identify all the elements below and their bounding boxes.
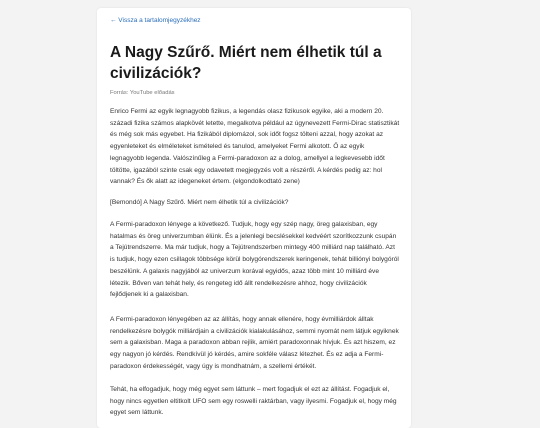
article-paragraph: [Bemondó] A Nagy Szűrő. Miért nem élhetik túl a civilizációk? [110, 199, 289, 206]
article-paragraph: A Fermi-paradoxon lényegében az az állítás, hogy annak ellenére, hogy évmilliárdok álltak rendelkezésre bolygók milliárdjain a civilizációk kialakulásához, semmi nyomát nem látjuk egyiknek sem a galaxisban. Maga a paradoxon abban rejlik, amiért paradoxonnak hívjuk. És azt hiszem, ez egy nagyon jó kérdés. Rendkívül jó kérdés, amire sokféle válasz létezhet. És ez adja a Fermi-paradoxon érdekességét, vagy úgy is mondhatnám, a szellemi értékét. [110, 316, 399, 370]
article-card [97, 8, 411, 428]
back-to-contents-link[interactable]: ← Vissza a tartalomjegyzékhez [110, 17, 201, 24]
article-paragraph: Tehát, ha elfogadjuk, hogy még egyet sem láttunk – mert fogadjuk el ezt az állítást. Fogadjuk el, hogy nincs egyetlen eltitkolt UFO sem egy roswelli raktárban, vagy ilyesmi. Fogadjuk el, hogy még egyet sem láttunk. [110, 386, 397, 417]
article-paragraph: A Fermi-paradoxon lényege a következő. Tudjuk, hogy egy szép nagy, öreg galaxisban, egy hatalmas és öreg univerzumban élünk. És a jelenlegi becslésekkel kedvéért szorítkozzunk csupán a Tejútrendszerre. Ma már tudjuk, hogy a Tejútrendszerben mintegy 400 milliárd nap található. Azt is tudjuk, hogy ezen csillagok többsége körül bolygórendszerek keringenek, tehát billiónyi bolygóról beszélünk. A galaxis nagyjából az univerzum korával egyidős, azaz több mint 10 milliárd éve létezik. Bőven van tehát hely, és rengeteg idő állt rendelkezésre ahhoz, hogy civilizációk fejlődjenek ki a galaxisban. [110, 221, 399, 299]
article-source: Forrás: YouTube előadás [110, 90, 175, 96]
article-paragraph: Enrico Fermi az egyik legnagyobb fizikus, a legendás olasz fizikusok egyike, aki a modern 20. századi fizika számos alapkövét letette, megalkotva például az úgynevezett Fermi-Dirac statisztikát és még sok más egyebet. Ha fizikából diplomázol, sok időt fogsz tölteni azzal, hogy azokat az egyenleteket és elméleteket ismételed és tanulod, amelyeket Fermi alkotott. Ő az egyik legnagyobb legenda. Valószínűleg a Fermi-paradoxon az a dolog, amellyel a legkevesebb időt töltötte, igazából szinte csak egy odavetett megjegyzés volt a részéről. A kérdés pedig az: hol vannak? És ők alatt az idegeneket értem. (elgondolkodtató zene) [110, 108, 400, 186]
article-title: A Nagy Szűrő. Miért nem élhetik túl a civilizációk? [110, 44, 382, 82]
